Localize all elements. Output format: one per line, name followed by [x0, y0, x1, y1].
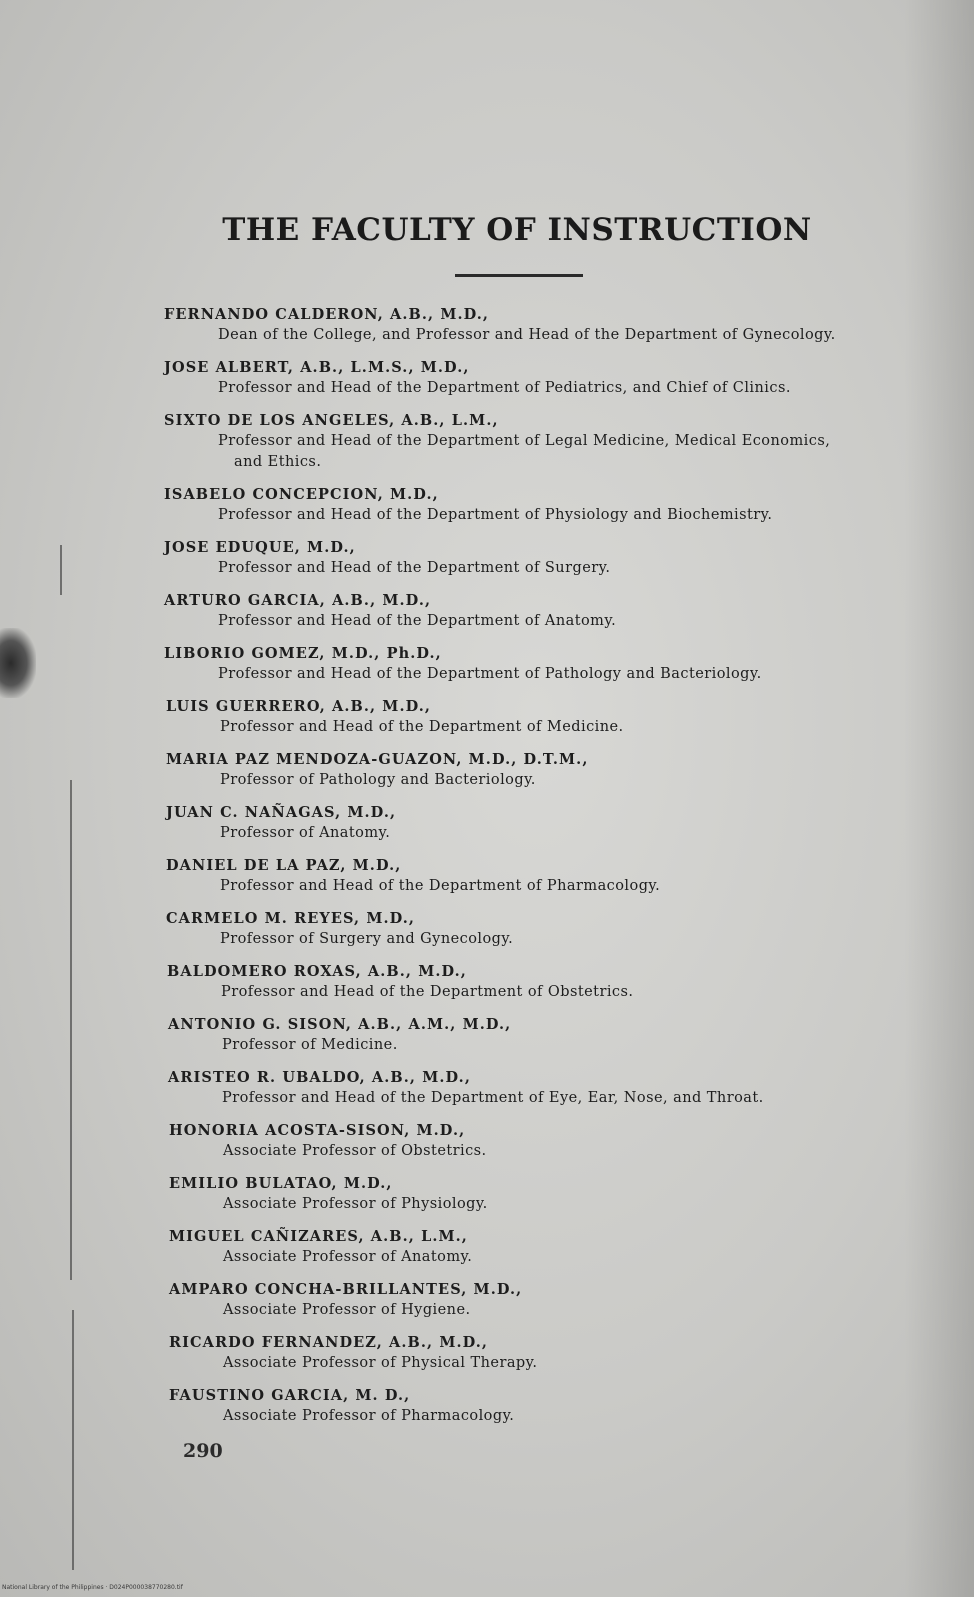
faculty-name: RICARDO FERNANDEZ, A.B., M.D.,: [169, 1334, 489, 1351]
faculty-name: ISABELO CONCEPCION, M.D.,: [164, 486, 439, 503]
faculty-entry: [164, 538, 944, 579]
faculty-role: Professor and Head of the Department of Surgery.: [218, 560, 611, 576]
faculty-name: LUIS GUERRERO, A.B., M.D.,: [166, 698, 432, 715]
faculty-role: Professor of Anatomy.: [220, 825, 391, 841]
faculty-name: FERNANDO CALDERON, A.B., M.D.,: [164, 306, 490, 323]
faculty-entry: [169, 1386, 949, 1427]
faculty-role: Associate Professor of Obstetrics.: [223, 1143, 487, 1159]
faculty-entry: [169, 1174, 949, 1215]
faculty-role: Professor of Medicine.: [222, 1037, 398, 1053]
faculty-name: DANIEL DE LA PAZ, M.D.,: [166, 857, 402, 874]
faculty-role: Professor and Head of the Department of Anatomy.: [218, 613, 617, 629]
faculty-name: MARIA PAZ MENDOZA-GUAZON, M.D., D.T.M.,: [166, 751, 589, 768]
faculty-role: Professor and Head of the Department of Pediatrics, and Chief of Clinics.: [218, 380, 791, 396]
faculty-role: Associate Professor of Physical Therapy.: [223, 1355, 538, 1371]
faculty-role: Professor and Head of the Department of Pathology and Bacteriology.: [218, 666, 762, 682]
title-rule: [455, 274, 583, 277]
faculty-role: Associate Professor of Hygiene.: [223, 1302, 471, 1318]
faculty-name: CARMELO M. REYES, M.D.,: [166, 910, 416, 927]
faculty-role: Professor of Surgery and Gynecology.: [220, 931, 514, 947]
page-number: 290: [183, 1440, 223, 1462]
faculty-role: Professor and Head of the Department of Pharmacology.: [220, 878, 661, 894]
faculty-role: Professor and Head of the Department of Legal Medicine, Medical Economics,: [218, 433, 831, 449]
faculty-entry: [166, 856, 946, 897]
faculty-entry: [164, 305, 944, 346]
faculty-entry: [166, 803, 946, 844]
faculty-role: Professor and Head of the Department of Medicine.: [220, 719, 624, 735]
faculty-entry: [164, 591, 944, 632]
margin-pencil-line: [60, 545, 62, 595]
faculty-role: Associate Professor of Physiology.: [223, 1196, 488, 1212]
faculty-name: JUAN C. NAÑAGAS, M.D.,: [166, 804, 397, 821]
faculty-entry: [169, 1227, 949, 1268]
faculty-role: Dean of the College, and Professor and Head of the Department of Gynecology.: [218, 327, 836, 343]
faculty-name: MIGUEL CAÑIZARES, A.B., L.M.,: [169, 1228, 468, 1245]
faculty-name: HONORIA ACOSTA-SISON, M.D.,: [169, 1122, 466, 1139]
faculty-role: Professor and Head of the Department of Obstetrics.: [221, 984, 634, 1000]
faculty-entry: [167, 962, 947, 1003]
faculty-name: SIXTO DE LOS ANGELES, A.B., L.M.,: [164, 412, 499, 429]
faculty-name: LIBORIO GOMEZ, M.D., Ph.D.,: [164, 645, 442, 662]
faculty-role: Associate Professor of Pharmacology.: [223, 1408, 515, 1424]
faculty-name: FAUSTINO GARCIA, M. D.,: [169, 1387, 411, 1404]
margin-pencil-line: [70, 780, 72, 1280]
faculty-entry: [164, 358, 944, 399]
faculty-name: BALDOMERO ROXAS, A.B., M.D.,: [167, 963, 467, 980]
faculty-entry: [166, 909, 946, 950]
faculty-role: Associate Professor of Anatomy.: [223, 1249, 473, 1265]
binding-hole-mark: [0, 628, 36, 698]
faculty-entry: [169, 1333, 949, 1374]
faculty-name: AMPARO CONCHA-BRILLANTES, M.D.,: [169, 1281, 523, 1298]
faculty-role-continued: and Ethics.: [234, 454, 322, 470]
faculty-entry: [168, 1068, 948, 1109]
faculty-entry: [168, 1015, 948, 1056]
faculty-entry: [166, 750, 946, 791]
faculty-name: ARISTEO R. UBALDO, A.B., M.D.,: [168, 1069, 471, 1086]
faculty-name: ARTURO GARCIA, A.B., M.D.,: [164, 592, 432, 609]
faculty-entry: [164, 411, 944, 472]
footer-credit: National Library of the Philippines · D024P000038770280.tif: [2, 1584, 183, 1591]
faculty-name: ANTONIO G. SISON, A.B., A.M., M.D.,: [168, 1016, 512, 1033]
faculty-entry: [169, 1280, 949, 1321]
faculty-entry: [169, 1121, 949, 1162]
faculty-name: JOSE EDUQUE, M.D.,: [164, 539, 356, 556]
faculty-entry: [164, 644, 944, 685]
faculty-role: Professor and Head of the Department of Physiology and Biochemistry.: [218, 507, 773, 523]
faculty-entry: [166, 697, 946, 738]
faculty-role: Professor of Pathology and Bacteriology.: [220, 772, 536, 788]
page-title: THE FACULTY OF INSTRUCTION: [222, 212, 812, 248]
faculty-role: Professor and Head of the Department of Eye, Ear, Nose, and Throat.: [222, 1090, 764, 1106]
faculty-name: EMILIO BULATAO, M.D.,: [169, 1175, 393, 1192]
margin-pencil-line: [72, 1310, 74, 1570]
faculty-entry: [164, 485, 944, 526]
faculty-name: JOSE ALBERT, A.B., L.M.S., M.D.,: [164, 359, 470, 376]
